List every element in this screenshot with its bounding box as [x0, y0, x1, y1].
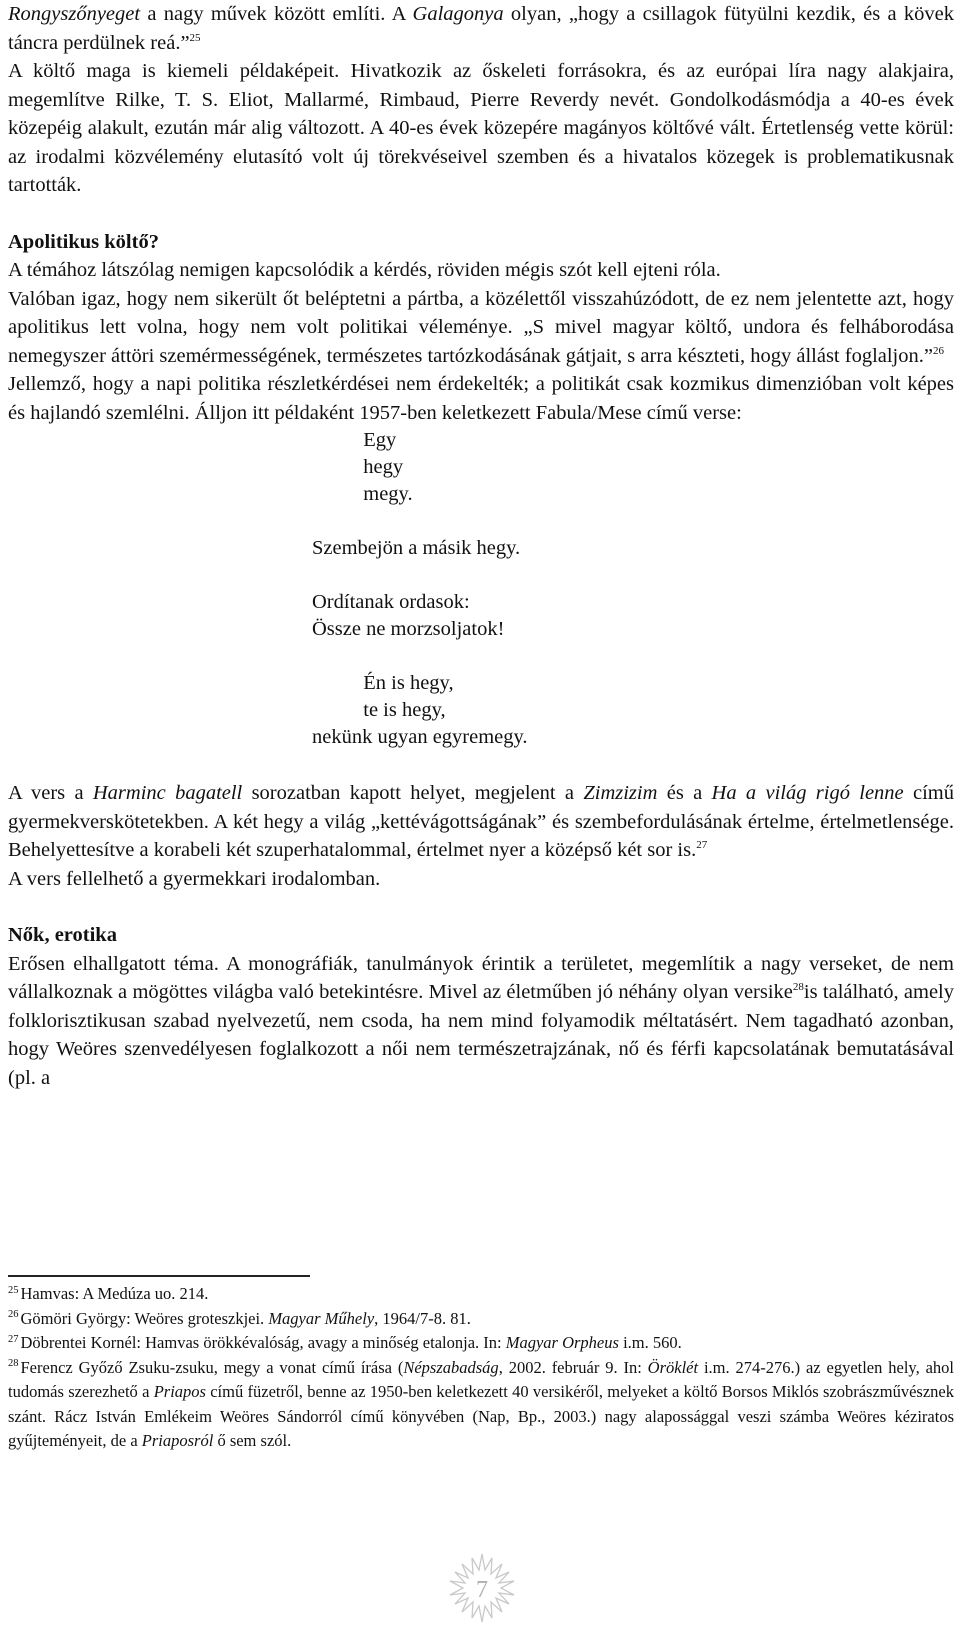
paragraph: Rongyszőnyeget a nagy művek között említi. A Galagonya olyan, „hogy a csillagok fütyülni kezdik, és a kövek táncra perdülnek reá.”$^{25}$	[8, 3, 954, 54]
paragraph: Valóban igaz, hogy nem sikerült őt beléptetni a pártba, a közélettől visszahúzódott, de ez nem jelentette azt, hogy apolitikus lett volna, hogy nem volt politikai véleménye. „S mivel magyar költő, undora és felháborodása nemegyszer áttöri szemérmességének, természetes tartózkodásának gátjait, s arra készteti, hogy állást foglaljon.”$^{26}$	[8, 287, 954, 367]
paragraph: A témához látszólag nemigen kapcsolódik a kérdés, röviden mégis szót kell ejteni róla.	[8, 259, 721, 281]
poem-line: Én is hegy,	[312, 672, 454, 694]
paragraph: A vers fellelhető a gyermekkari irodalomban.	[8, 867, 381, 890]
footnote-28: $^{28}$ Ferencz Győző Zsuku-zsuku, megy a vonat című írása (Népszabadság, 2002. február 9. In: Öröklét i.m. 274-276.) az egyetlen hely, ahol tudomás szerezhető a Priapos című füzetről, benne az 1950-ben keletkezett 40 versikéről, melyeket a költő Borsos Miklós szobrászművésznek szánt. Rácz István Emlékeim Weöres Sándorról című könyvében (Nap, Bp., 2003.) nagy alapossággal veszi számba Weöres kéziratos gyűjteményeit, de a Priaposról ő sem szól.	[8, 1357, 954, 1450]
footnote-ref-27: 27	[696, 839, 708, 852]
poem	[312, 427, 954, 751]
sunburst-ornament-icon	[432, 1548, 532, 1628]
footnotes	[8, 1282, 954, 1454]
poem-line: Össze ne morzsoljatok!	[312, 618, 505, 640]
poem-line: Egy	[312, 429, 397, 451]
paragraph: Jellemző, hogy a napi politika részletkérdései nem érdekelték; a politikát csak kozmikus dimenzióban volt képes és hajlandó szemlélni. Álljon itt példaként 1957-ben keletkezett Fabula/Mese című verse:	[8, 373, 954, 424]
poem-line: megy.	[312, 483, 413, 505]
footnote-27: $^{27}$ Döbrentei Kornél: Hamvas örökkévalóság, avagy a minőség etalonja. In: Magyar Orpheus i.m. 560.	[8, 1333, 682, 1352]
poem-line: te is hegy,	[312, 699, 446, 721]
poem-line: nekünk ugyan egyremegy.	[312, 726, 528, 748]
footnote-25: $^{25}$ Hamvas: A Medúza uo. 214.	[8, 1284, 209, 1303]
page-number: 7	[476, 1577, 488, 1603]
paragraph: A költő maga is kiemeli példaképeit. Hivatkozik az őskeleti forrásokra, és az európai líra nagy alakjaira, megemlítve Rilke, T. S. Eliot, Mallarmé, Rimbaud, Pierre Reverdy nevét. Gondolkodásmódja a 40-es évek közepéig alakult, ezután már alig változott. A 40-es évek közepére magányos költővé vált. Értetlenség vette körül: az irodalmi közvélemény elutasító volt új törekvéseivel szemben és a hivatalos közegek is problematikusnak tartották.	[8, 60, 954, 196]
page-number-badge	[432, 1548, 532, 1628]
footnote-separator	[8, 1275, 310, 1277]
poem-line: Ordítanak ordasok:	[312, 591, 470, 613]
footnote-26: $^{26}$ Gömöri György: Weöres groteszkjei. Magyar Műhely, 1964/7-8. 81.	[8, 1308, 471, 1328]
section-heading: Nők, erotika	[8, 924, 117, 946]
footnote-ref-26: 26	[932, 344, 944, 357]
poem-line: hegy	[312, 456, 404, 478]
poem-line: Szembejön a másik hegy.	[312, 537, 521, 559]
paragraph: A vers a Harminc bagatell sorozatban kapott helyet, megjelent a Zimzizim és a Ha a világ rigó lenne című gyermekverskötetekben. A két hegy a világ „kettévágottságának” és szembefordulásának értelme, értelmetlensége. Behelyettesítve a korabeli két szuperhatalommal, értelmet nyer a középső két sor is.$^{27}$	[8, 782, 954, 861]
footnote-ref-28: 28	[792, 981, 804, 994]
document-page	[8, 0, 954, 1092]
footnote-ref-25: 25	[189, 31, 201, 44]
section-heading: Apolitikus költő?	[8, 230, 159, 253]
paragraph: Erősen elhallgatott téma. A monográfiák, tanulmányok érintik a területet, megemlítik a nagy verseket, de nem vállalkoznak a mögöttes világba való betekintésre. Mivel az életműben jó néhány olyan versike$^{28}$is található, amely folklorisztikusan szabad nyelvezetű, nem csoda, ha nem mind folyamodik méltatásért. Nem tagadható azonban, hogy Weöres szenvedélyesen foglalkozott a női nem természetrajzának, nő és férfi kapcsolatának bemutatásával (pl. a	[8, 952, 955, 1089]
